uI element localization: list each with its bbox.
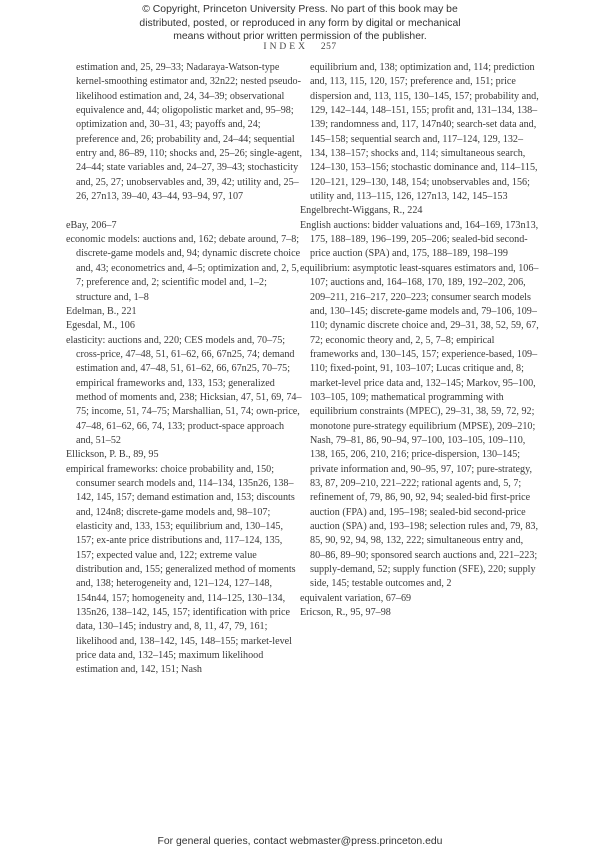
index-entry: Ellickson, P. B., 89, 95 [66, 449, 159, 461]
copyright-notice-line: © Copyright, Princeton University Press. No part of this book may be [142, 4, 458, 15]
index-column-left [66, 61, 302, 678]
entry-group-gap [66, 204, 302, 218]
index-entry: Edelman, B., 221 [66, 305, 137, 317]
index-entry: empirical frameworks: choice probability and, 150; consumer search models and, 114–134, 135n26, 138–142, 145, 157; demand estimation and, 153; discounts and, 124n8; discrete-game models and, 98–107; elasticity and, 133, 153; equilibrium and, 130–145, 157; ex-ante price distributions and, 117–124, 135, 157; expected value and, 122; extreme value distribution and, 155; generalized method of moments and, 138; heterogeneity and, 121–124, 127–148, 154n44, 157; homogeneity and, 114–125, 130–134, 135n26, 138–142, 145, 157; identification with price data, 130–145; industry and, 8, 11, 47, 79, 161; likelihood and, 138–142, 145, 148–155; market-level price data and, 132–145; maximum likelihood estimation and, 142, 151; Nash [66, 463, 296, 676]
copyright-notice [0, 3, 600, 44]
index-entry-continuation: equilibrium and, 138; optimization and, 114; prediction and, 113, 115, 120, 157; preference and, 151; price dispersion and, 113, 115, 130–145, 157; probability and, 129, 142–144, 148–151, 155; profit and, 131–134, 138–139; randomness and, 117, 147n40; search-set data and, 145–158; sequential search and, 117–124, 129, 132–134, 138–157; shocks and, 114; simultaneous search, 124–130, 153–156; stochastic dominance and, 114–115, 120–121, 129–130, 148, 154; unobservables and, 156; utility and, 113–115, 126, 127n13, 142, 145–153 [310, 62, 539, 203]
page-number: 257 [320, 42, 337, 52]
copyright-notice-line: distributed, posted, or reproduced in any form by digital or mechanical [139, 17, 461, 29]
index-column-right [300, 61, 540, 620]
index-entry-continuation: estimation and, 25, 29–33; Nadaraya-Watson-type kernel-smoothing estimator and, 32n22; nested pseudo-likelihood estimation and, 24, 34–39; observational equivalence and, 44; oligopolistic market and, 95–98; optimization and, 30–31, 43; payoffs and, 24; preference and, 26; probability and, 24–44; sequential entry and, 86–89, 110; shocks and, 25–26; single-agent, 24–44; state variables and, 24–27, 39–43; stochasticity and, 25, 27; unobservables and, 39, 42; utility and, 25–26, 27n13, 39–40, 43–44, 93–94, 97, 107 [76, 62, 302, 203]
index-entry: Ericson, R., 95, 97–98 [300, 607, 391, 619]
index-entry: English auctions: bidder valuations and, 164–169, 173n13, 175, 188–189, 196–199, 205–206; sealed-bid second-price auction (SPA) and, 175, 188–189, 198–199 [300, 219, 539, 260]
index-entry: elasticity: auctions and, 220; CES models and, 70–75; cross-price, 47–48, 51, 61–62, 66, 67n25, 74; demand estimation and, 47–48, 51, 61–62, 66, 67n25, 70–75; empirical frameworks and, 133, 153; generalized method of moments and, 238; Hicksian, 47, 51, 69, 74–75; income, 51, 74–75; Marshallian, 51, 74; own-price, 47–48, 61–62, 66, 74, 133; product-space approach and, 51–52 [66, 334, 302, 446]
index-entry: equilibrium: asymptotic least-squares estimators and, 106–107; auctions and, 164–168, 170, 189, 192–202, 206, 209–211, 216–217, 220–223; consumer search models and, 130–145; discrete-game models and, 79–106, 109–110; dynamic discrete choice and, 29–31, 38, 52, 59, 67, 72; economic theory and, 2, 5, 7–8; empirical frameworks and, 130–145, 157; experience-based, 109–110; fixed-point, 91, 103–107; Lucas critique and, 8; market-level price data and, 132–145; Markov, 95–100, 103–105, 109; mathematical programming with equilibrium constraints (MPEC), 29–31, 38, 59, 72, 92; monotone pure-strategy equilibrium (MPSE), 209–210; Nash, 79–81, 86, 90–94, 97–100, 103–105, 109–110, 138, 165, 206, 210, 216; price-dispersion, 130–145; private information and, 90–95, 97, 107; pure-strategy, 83, 87, 209–210, 221–222; rational agents and, 5, 7; refinement of, 79, 86, 90, 92, 94; sealed-bid first-price auction (FPA) and, 195–198; sealed-bid second-price auction (SPA) and, 193–198; selection rules and, 79, 83, 85, 90, 92, 94, 98, 132, 222; simultaneous entry and, 80–86, 89–90; sponsored search auctions and, 221–223; supply-demand, 52; supply function (SFE), 220; supply side, 145; testable outcomes and, 2 [300, 262, 539, 590]
index-entry: Egesdal, M., 106 [66, 320, 135, 332]
index-entry: Engelbrecht-Wiggans, R., 224 [300, 205, 423, 217]
running-head [0, 42, 600, 52]
index-entry: eBay, 206–7 [66, 219, 117, 231]
footer-contact: For general queries, contact webmaster@press.princeton.edu [157, 836, 443, 847]
running-head-section: INDEX [263, 42, 308, 52]
copyright-notice-line: means without prior written permission of the publisher. [173, 31, 427, 43]
index-entry: equivalent variation, 67–69 [300, 592, 412, 604]
index-entry: economic models: auctions and, 162; debate around, 7–8; discrete-game models and, 94; dynamic discrete choice and, 43; econometrics and, 4–5; optimization and, 2, 5, 7; preference and, 2; scientific model and, 1–2; structure and, 1–8 [66, 234, 301, 303]
